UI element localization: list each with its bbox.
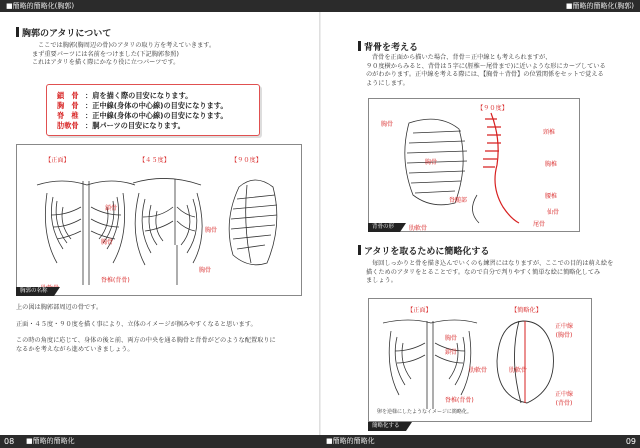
body-line: この時の角度に応じて、身体の後と前、両方の中央を通る胸骨と背骨がどのような配置取りに [16,337,276,345]
label-sternum: 胸骨 [381,121,394,128]
label-midline-spine: 正中線 (背骨) [555,391,574,407]
right-page-number: 09 [625,437,636,446]
header-bar [0,0,640,12]
label-cartilage-small: 肋軟骨 [509,367,528,374]
key-term-row: 脊 椎 ：正中線(身体の中心線)の目安になります。 [57,111,228,120]
label-tailbone: 尾骨 [533,221,546,228]
spine-para-line: 背骨を正面から描いた場合、背骨＝正中線とも考えられますが、 [372,54,552,61]
footer-bar [0,435,640,448]
simplify-figure-caption: 簡略化する [368,422,406,431]
spine-para-line: ９０度横からみると、背骨は５字に(脛椎〜尾骨まで)に近いような形にカーブしている [366,62,606,70]
view-label-front: 【正面】 [45,157,70,164]
body-line: なるかを考えながら進めていきましょう。 [16,345,134,353]
spine-view-label: 【９０度】 [477,105,508,112]
label-spine: 脊椎(背骨) [445,397,474,404]
simplify-paragraph [366,260,613,286]
key-desc: 正中線(身体の中心線)の目安になります。 [92,101,228,110]
simplify-note-text: 卵を逆様にしたようなイメージに簡略化。 [377,409,472,415]
simplify-section-title: アタリを取るために簡略化する [358,244,489,257]
simplify-figure [368,298,592,429]
simplify-note [377,409,472,415]
body-line: 正面・４５度・９０度を描く事により、立体のイメージが掴みやすくなると思います。 [16,320,257,328]
label-midline-sternum: 正中線 (胸骨) [555,323,574,339]
label-sternum: 胸骨 [101,239,114,246]
header-right-title: ■簡略的簡略化(胸郭) [565,2,634,10]
key-term-row: 肋軟骨 ：胴パーツの目安になります。 [57,121,185,130]
footer-right-title: ■簡略的簡略化 [326,437,375,445]
intro-line: まず重要パーツには名前をつけました(下記胸郭参照) [32,50,179,58]
intro-line: ここでは胸郭(胸周辺の骨)のアタリの取り方を考えていきます。 [38,42,216,49]
label-thoracic: 胸椎 [545,161,558,168]
key-term-row: 胸 骨 ：正中線(身体の中心線)の目安になります。 [57,101,228,110]
label-sternum: 胸骨 [445,335,458,342]
body-line: 上の図は胸郭部周辺の骨です。 [16,304,103,311]
label-sternum: 胸骨 [205,227,218,234]
key-term: 鎖 骨 [57,91,79,100]
spine-section-title: 背骨を考える [358,40,418,53]
left-body [16,304,276,354]
key-terms-box [46,84,260,136]
simplify-para-line: 毎回しっかりと骨を描き込んでいくのも練習にはなりますが、ここでの目的は萌え絵を [372,260,614,267]
header-left-title: ■簡略的簡略化(胸郭) [6,2,75,10]
simplify-para-line: ましょう。 [366,277,397,285]
key-desc: 肩を描く際の目安になります。 [92,91,193,100]
figure-caption: 胸郭の名称 [16,287,54,296]
spine-figure [368,98,580,232]
key-term: 肋軟骨 [57,121,79,130]
left-intro [32,42,215,68]
intro-line: これはアタリを描く際にかなり役に立つパーツです。 [32,59,180,67]
spine-paragraph [366,54,606,88]
ribcage-drawings [17,145,301,295]
simplify-view-simplified: 【簡略化】 [511,307,542,314]
label-sacrum: 仙骨 [547,209,560,216]
view-label-45: 【４５度】 [139,157,170,164]
spine-para-line: のがわかります。正中線を考える際には、【胸骨＋背骨】の位置関係をセットで覚える [366,71,604,79]
label-clavicle: 鎖骨 [445,349,458,356]
label-cartilage: 肋軟骨 [469,367,488,374]
label-sternum: 胸骨 [425,159,438,166]
label-lumbar: 腰椎 [545,193,558,200]
left-page-number: 08 [4,437,15,446]
left-page [0,12,320,435]
label-cervical: 頸椎 [543,129,556,136]
key-term-row: 鎖 骨 ：肩を描く際の目安になります。 [57,91,193,100]
key-desc: 正中線(身体の中心線)の目安になります。 [92,111,228,120]
spine-figure-caption: 背骨の形 [368,223,400,232]
right-page [320,12,640,435]
spine-para-line: ようにします。 [366,79,409,87]
label-cartilage: 肋軟骨 [409,225,428,232]
simplify-view-front: 【正面】 [407,307,432,314]
footer-left-title: ■簡略的簡略化 [26,437,75,445]
label-clavicle: 鎖骨 [105,205,118,212]
view-label-90: 【９０度】 [231,157,262,164]
simplify-para-line: 描くためのアタリをとることです。なので自分で判りやすく簡単な絵に簡略化してみ [366,268,601,276]
label-spine-part: 脊髄部 [449,197,468,204]
label-spine: 脊椎(背骨) [101,277,130,284]
key-term: 脊 椎 [57,111,79,120]
ribcage-figure [16,144,302,296]
label-sternum: 胸骨 [199,267,212,274]
left-section-title: 胸郭のアタリについて [16,26,111,39]
key-term: 胸 骨 [57,101,79,110]
key-desc: 胴パーツの目安になります。 [92,121,185,130]
